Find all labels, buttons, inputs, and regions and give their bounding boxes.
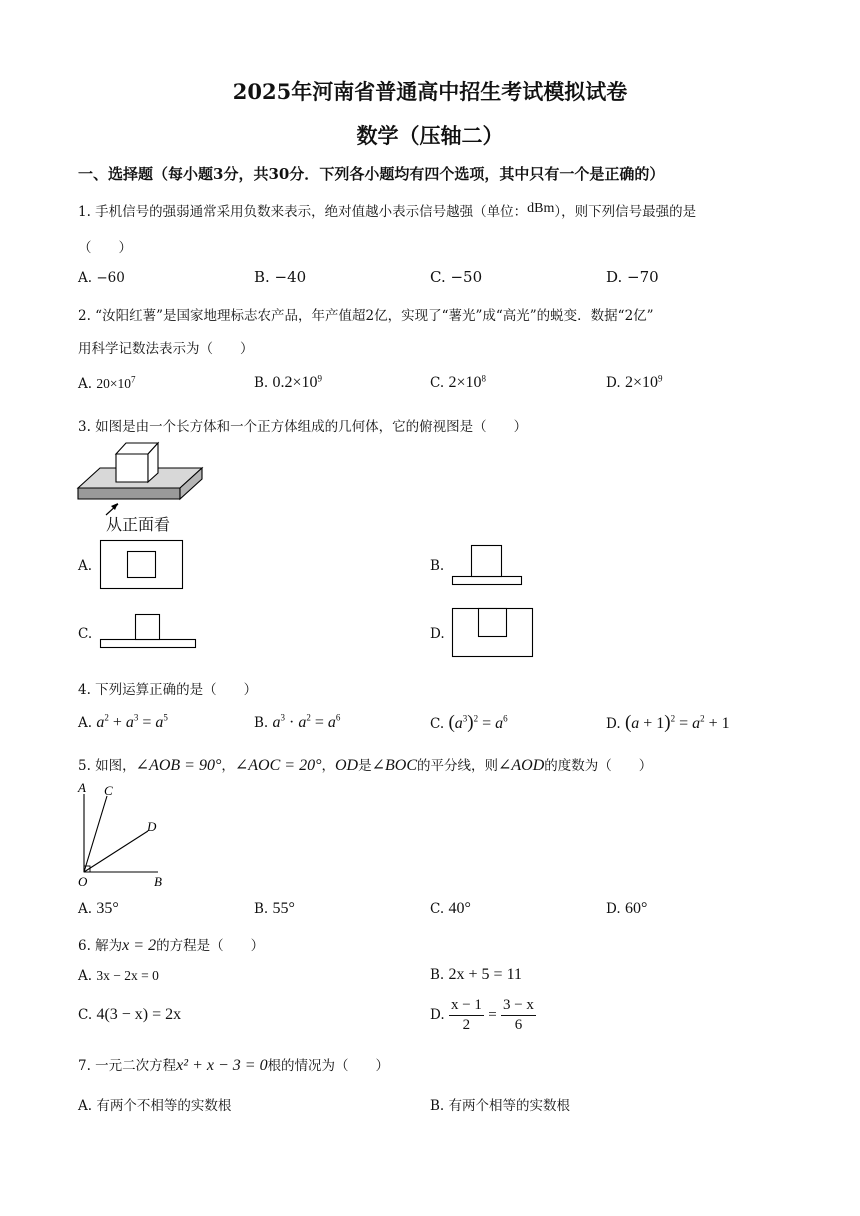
q5-label-d: D [147,819,157,834]
question-5-stem-tail: 的度数为（ ） [544,758,653,774]
q5-option-a [78,900,119,918]
question-7-equation: x² + x − 3 = 0 [176,1057,268,1074]
q1-option-b: B. −40 [254,268,307,286]
question-2-line-1: 2. “汝阳红薯”是国家地理标志农产品，年产值超2亿，实现了“薯光”成“高光”的蜕变．数据“2亿” [78,308,654,324]
question-4-text: 4. 下列运算正确的是（ ） [78,682,258,698]
question-5-condition-2: ∠AOC = 20° [234,757,322,774]
q5-label-o: O [78,874,88,889]
q6-option-b [430,966,522,984]
q2-option-b [254,374,322,392]
question-5-angle-aod: ∠AOD [498,757,545,774]
q6-option-d [430,996,536,1035]
question-6-condition: x = 2 [122,937,157,954]
q3-option-c-figure [100,614,198,650]
q1-option-a: A. −60 [78,270,125,286]
q3-option-b-figure [452,545,524,587]
q5-option-a-value: 35° [96,900,119,917]
q2-option-d-letter: D. [606,375,621,391]
q5-option-c-letter: C. [430,901,445,917]
q4-option-a [78,714,168,732]
q5-option-d-letter: D. [606,901,621,917]
q2-option-a [78,376,135,392]
q3-option-d: D. [430,626,445,642]
q3-option-d-figure [452,608,534,658]
q6-option-c-letter: C. [78,1007,93,1023]
q2-option-c-base: 2×10 [448,374,482,391]
q4-option-b [254,714,340,732]
question-5-angle-boc: ∠BOC [371,757,417,774]
section-heading: 一、选择题（每小题3分，共30分．下列各小题均有四个选项，其中只有一个是正确的） [78,165,665,183]
question-7-stem-post: 根的情况为（ ） [267,1058,390,1074]
q6-option-d-fraction-left [449,996,484,1035]
q5-option-d-value: 60° [624,900,648,917]
q2-option-c-exponent: 8 [481,373,486,384]
q4-option-a-formula: $a^2 + a^3 = a^5$ [96,712,168,731]
q6-option-d-letter: D. [430,1006,445,1023]
q7-option-a: A. 有两个不相等的实数根 [78,1098,232,1114]
question-6-stem-pre: 6. 解为 [78,938,123,954]
q1-option-c: C. −50 [430,268,483,286]
q6-option-d-numerator-left: x − 1 [449,996,484,1016]
q6-option-c [78,1006,181,1024]
q4-option-c [430,712,508,734]
q5-label-c: C [104,783,113,798]
q4-option-c-letter: C. [430,716,445,732]
q6-option-c-equation: 4(3 − x) = 2x [96,1006,182,1023]
q6-option-d-denominator-right: 6 [514,1016,523,1033]
q3-option-c: C. [78,626,93,642]
q5-option-d [606,900,647,918]
q4-option-c-formula: $(a^3)^2 = a^6$ [448,712,508,733]
question-5-stem-mid: 是 [358,758,372,774]
question-6-text [78,934,264,955]
question-1-paren: （ ） [78,240,132,256]
q6-option-b-equation: 2x + 5 = 11 [448,966,522,983]
question-5-separator: ， [221,758,235,774]
q5-option-b-letter: B. [254,901,269,917]
q2-option-d-exponent: 9 [657,373,663,384]
question-1-unit: dBm [527,201,555,216]
q4-option-d-letter: D. [606,716,621,732]
q6-option-d-numerator-right: 3 − x [501,996,536,1016]
q4-option-d-formula: $(a + 1)^2 = a^2 + 1$ [624,712,730,733]
q3-option-a-figure [100,540,184,590]
q5-label-a: A [78,780,86,795]
q5-option-b [254,900,295,918]
q5-option-a-letter: A. [78,901,93,917]
q6-option-d-denominator-left: 2 [462,1016,471,1033]
q2-option-a-letter: A. [78,376,93,392]
question-5-text [78,754,652,775]
q5-angle-figure [70,780,180,892]
question-7-stem-pre: 7. 一元二次方程 [78,1058,177,1074]
q5-label-b: B [154,874,162,889]
q4-option-d [606,712,730,734]
q1-option-d: D. −70 [606,268,659,286]
q5-option-c-value: 40° [448,900,471,917]
q2-option-c-letter: C. [430,375,445,391]
q2-option-b-base: 0.2×10 [272,374,318,391]
question-6-stem-post: 的方程是（ ） [156,938,265,954]
question-5-stem-pre: 5. 如图， [78,758,136,774]
q3-option-a: A. [78,558,93,574]
q5-option-b-value: 55° [272,900,295,917]
q2-option-b-letter: B. [254,375,269,391]
question-7-text [78,1054,389,1075]
q3-option-b: B. [430,558,445,574]
question-1-stem-a: 1. 手机信号的强弱通常采用负数来表示，绝对值越小表示信号越强（单位： [78,204,528,220]
q6-option-b-letter: B. [430,967,445,983]
q2-option-d [606,374,662,392]
q2-option-b-exponent: 9 [317,373,323,384]
q3-view-label: 从正面看 [106,515,171,534]
question-3-text: 3. 如图是由一个长方体和一个正方体组成的几何体，它的俯视图是（ ） [78,419,528,435]
question-1-text [78,200,696,221]
question-5-separator-2: ， [321,758,335,774]
q7-option-b: B. 有两个相等的实数根 [430,1098,571,1114]
q4-option-b-letter: B. [254,715,269,731]
q2-option-a-base: 20×10 [96,376,131,391]
q2-option-d-base: 2×10 [624,374,658,391]
question-5-condition-1: ∠AOB = 90° [135,757,222,774]
q5-option-c [430,900,471,918]
q2-option-c [430,374,486,392]
q6-option-a [78,968,159,984]
q6-option-d-fraction-right [501,996,536,1035]
q4-option-a-letter: A. [78,715,93,731]
page-title: 2025年河南省普通高中招生考试模拟试卷 [232,79,628,104]
page-subtitle: 数学（压轴二） [356,123,504,148]
q6-option-a-letter: A. [78,968,93,984]
question-5-stem-mid-2: 的平分线，则 [417,758,498,774]
q4-option-b-formula: $a^3 \cdot a^2 = a^6$ [272,712,341,731]
q2-option-a-exponent: 7 [130,374,136,385]
question-1-stem-b: ），则下列信号最强的是 [554,204,697,220]
question-2-line-2: 用科学记数法表示为（ ） [78,341,254,357]
q6-option-d-equals: = [488,1006,497,1023]
question-5-ray-od: OD [334,757,359,774]
q6-option-a-equation: 3x − 2x = 0 [96,968,159,983]
